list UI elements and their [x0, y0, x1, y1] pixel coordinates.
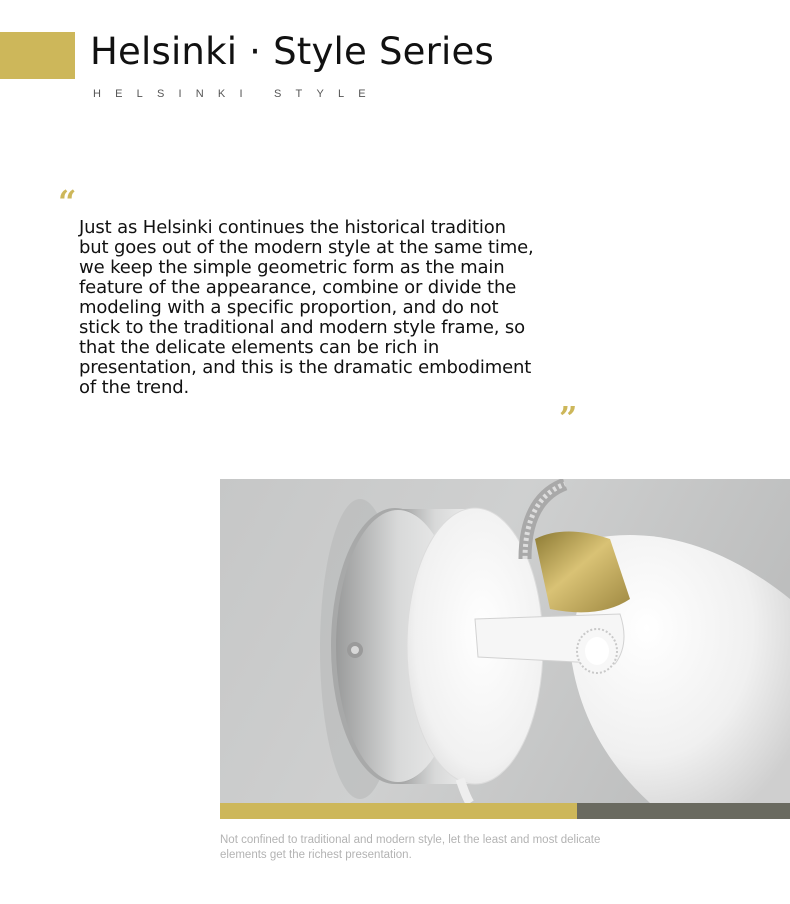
product-photo	[220, 479, 790, 803]
open-quote-icon: “	[58, 183, 77, 221]
gold-bar	[220, 803, 577, 819]
page-subtitle: HELSINKI STYLE	[93, 88, 380, 100]
page-title: Helsinki · Style Series	[90, 30, 494, 73]
caption-text: Not confined to traditional and modern style, let the least and most delicate elements get the richest presentation.	[220, 834, 601, 861]
grey-bar	[577, 803, 790, 819]
quote-text: Just as Helsinki continues the historical tradition but goes out of the modern style at the same time, we keep the simple geometric form as the main feature of the appearance, combine or divide the modeling with a specific proportion, and do not stick to the traditional and modern style frame, so that the delicate elements can be rich in presentation, and this is the dramatic embodiment of the trend.	[79, 217, 534, 398]
close-quote-icon: ”	[559, 399, 578, 437]
gold-accent-block	[0, 32, 75, 79]
